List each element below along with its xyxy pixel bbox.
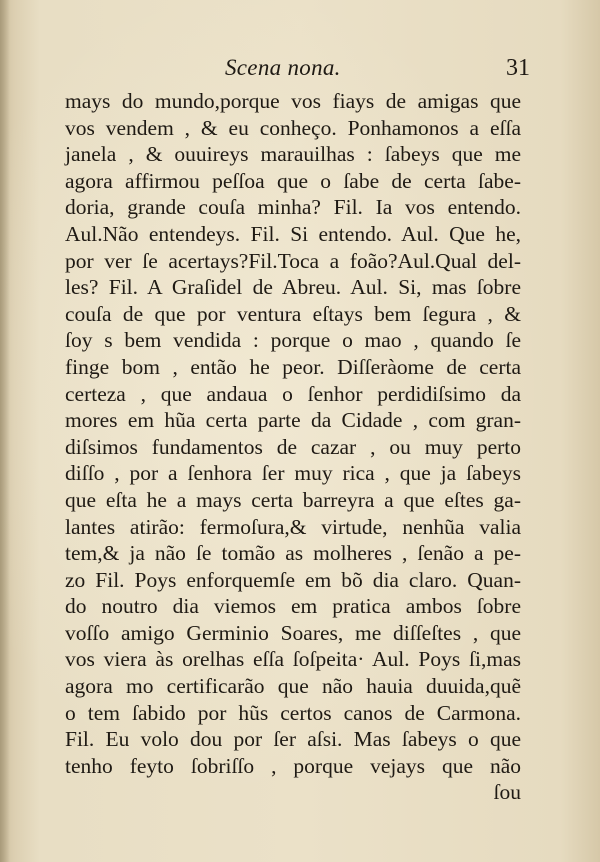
text-line: couſa de que por ventura eſtays bem ſegura , &	[65, 301, 521, 326]
text-line: vos vendem , & eu conheço. Ponhamonos a eſſa	[65, 115, 521, 140]
text-line: voſſo amigo Germinio Soares, me diſſeſtes , que	[65, 620, 521, 645]
text-line: que eſta he a mays certa barreyra a que eſtes ga-	[65, 487, 521, 512]
text-line: janela , & ouuireys marauilhas : ſabeys que me	[65, 142, 521, 167]
text-line: Aul.Não entendeys. Fil. Si entendo. Aul. Que he,	[65, 221, 521, 246]
text-line: ſoy s bem vendida : porque o mao , quando ſe	[65, 328, 521, 353]
text-line: diſsimos fundamentos de cazar , ou muy perto	[65, 434, 521, 459]
text-line: do noutro dia viemos em pratica ambos ſobre	[65, 594, 521, 619]
text-line: diſſo , por a ſenhora ſer muy rica , que ja ſabeys	[65, 461, 521, 486]
running-title: Scena nona.	[225, 55, 341, 80]
running-head	[60, 55, 530, 89]
text-line: agora affirmou peſſoa que o ſabe de certa ſabe-	[65, 168, 521, 193]
text-line: zo Fil. Poys enforquemſe em bõ dia claro. Quan-	[65, 567, 521, 592]
text-line: les? Fil. A Graſidel de Abreu. Aul. Si, mas ſobre	[65, 275, 521, 300]
catchword: ſou	[493, 780, 521, 805]
text-block	[65, 88, 521, 806]
text-line: o tem ſabido por hũs certos canos de Carmona.	[65, 700, 521, 725]
text-line: mores em hũa certa parte da Cidade , com gran-	[65, 408, 521, 433]
text-line: por ver ſe acertays?Fil.Toca a foão?Aul.Qual del-	[65, 248, 521, 273]
text-line: tenho feyto ſobriſſo , porque vejays que não	[65, 753, 521, 778]
text-line: vos viera às orelhas eſſa ſoſpeita· Aul. Poys ſi,mas	[65, 647, 521, 672]
text-line: doria, grande couſa minha? Fil. Ia vos entendo.	[65, 195, 521, 220]
text-line: certeza , que andaua o ſenhor perdidiſsimo da	[65, 381, 521, 406]
text-line: lantes atirão: fermoſura,& virtude, nenhũa valia	[65, 514, 521, 539]
text-line: Fil. Eu volo dou por ſer aſsi. Mas ſabeys o que	[65, 727, 521, 752]
text-line: tem,& ja não ſe tomão as molheres , ſenão a pe-	[65, 541, 521, 566]
text-line: mays do mundo,porque vos fiays de amigas que	[65, 89, 521, 113]
page-spine-shadow	[0, 0, 10, 862]
page-number: 31	[506, 55, 530, 81]
text-line: finge bom , então he peor. Diſſeràome de certa	[65, 354, 521, 379]
text-line: agora mo certificarão que não hauia duuida,quẽ	[65, 674, 521, 699]
